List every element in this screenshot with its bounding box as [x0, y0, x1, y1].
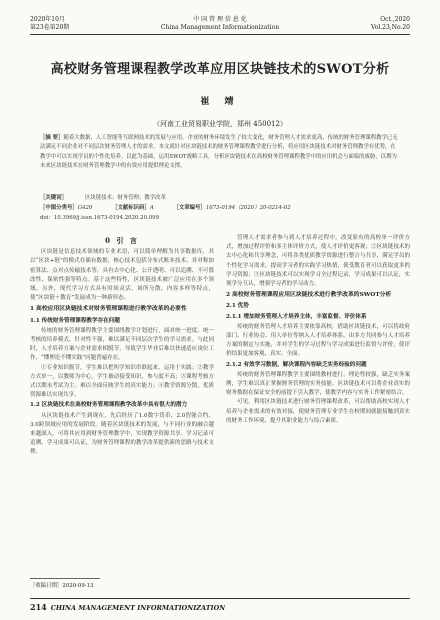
page-number: 214	[30, 602, 47, 612]
article-no-value: 1673-0194（2020）20-0214-02	[205, 205, 291, 211]
paragraph: 传统的财务管理课程教学主要围绕教学计划进行，面对统一进度、统一考核的培养模式，针对性不强，难以满足不同层次学生的学习需求。与此同时，人才培养方案与企业需求相脱节，导致学生毕业后难以快速适应岗位工作，“懂理论不懂实践”问题普遍存在。	[30, 327, 214, 362]
body-column-left	[30, 234, 214, 566]
header-date-en: Oct.,2020	[380, 16, 410, 23]
abstract	[40, 134, 400, 172]
header-issue: 第23卷第20期	[30, 24, 70, 31]
section-heading-2: 2 高校财务管理课程应用区块链技术进行教学改革的SWOT分析	[226, 292, 392, 299]
abstract-text: 随着大数据、人工智能等互联网技术的发展与应用，企业的财务环境发生了较大变化，财务管理人才需求更高，传统的财务管理课程教学已无法满足不同企业对不同层次财务管理人才的需求。本文就针对区块链技术的财务管理课程教学进行分析，将应用区块链技术对财务管理教学有优势，在教学中可以实现学员的个性化培养。以此为基础，运用SWOT战略工具，分析区块链技术在高校财务管理课程教学中的应用机会与面临的威胁，以期为未来区块链技术在财务管理教学中的有效应用提供理论支撑。	[40, 135, 398, 170]
keywords-label: ［关键词］	[40, 195, 67, 201]
clc-value: G420	[77, 205, 93, 211]
running-header	[30, 14, 410, 36]
doc-code-label: ［文献标识码］	[112, 205, 150, 211]
paragraph: 区块链是信息技术领域的专业术语，可以简单理解为共享数据库，其以“区块+链”的模式存储有数据，核心技术包括分布式账本技术、非对称加密算法、点对点传输技术等，具有去中心化、公开透明、可以追溯、不可篡改性、保密性强等特点。基于这些特性，区块链技术被广泛应用在多个领域。另外，现代学习方式具有时间灵活、场所分散、内容多样等特点，使“区块链＋教育”发展成为一种新形态。	[30, 249, 214, 302]
footer-journal: CHINA MANAGEMENT INFORMATIONIZATION	[50, 604, 226, 612]
doi: doi：10.3969/j.issn.1673-0194.2020.20.099	[40, 215, 160, 221]
paragraph: 传统的财务管理课程教学主要围绕教材进行，理论性较强，缺乏实务案例，学生难以真正掌握财务管理的实务技能。区块链技术可以将企业真实的财务数据在保证安全的前提下引入教学，使教学内容与实务工作紧密结合。	[226, 371, 410, 397]
keywords-text: 区块链技术；财务管理；教学改革	[84, 195, 166, 201]
keywords-row	[40, 193, 400, 203]
paragraph: 传统的财务管理人才培养主要依靠高校，借助区块链技术，可以将政府部门、行业协会、用人单位等纳入人才培养体系，由多方共同参与人才培养方案的制定与实施，并对学生的学习过程与学习成果进行监督与评价，使评价结果更加客观、真实、全面。	[226, 323, 410, 358]
article-meta	[40, 193, 400, 223]
clc-label: ［中图分类号］	[40, 205, 78, 211]
subsection-heading-2-1: 2.1 优势	[226, 303, 249, 310]
header-volume: Vol.23,No.20	[370, 24, 410, 31]
paragraph: 从区块链技术产生到现在，先后经历了1.0数字货币、2.0智能合约、3.0跨领域应用的发展阶段。随着区块链技术的发展，与不同行业的融合越来越深入，可将其应用到财务管理教学中，实现教学资源共享、学习记录可追溯、学习成果可认证，为财务管理课程的教学改革提供新的思路与技术支撑。	[30, 412, 214, 456]
journal-name-en: China Management Informationization	[160, 24, 280, 31]
header-date: 2020年10月	[30, 16, 65, 23]
received-value: 2020-09-13	[62, 583, 94, 589]
doc-code-value: A	[149, 205, 154, 211]
paragraph: 可见，利用区块链技术进行财务管理课程改革，可以帮助高校实现人才培养与企业需求的有效对接，使财务管理专业学生在校期间就能接触到真实的财务工作环境，提升其职业能力与综合素质。	[226, 399, 410, 424]
article-author: 崔 靖	[200, 97, 240, 107]
footer-rule	[30, 598, 410, 599]
paragraph: ①专业知识脱节，学生难以把所学知识串联起来，运用于实践；②教学方式单一，以教师为中心，学生被动接受知识，参与度不高；③课程考核方式以期末考试为主，难以全面反映学生的真实能力；④教学资源分散，优质资源难以实现共享。	[30, 364, 214, 399]
received-date	[30, 578, 214, 589]
journal-name-cn: 中 国 管 理 信 息 化	[193, 16, 247, 23]
abstract-label: ［摘 要］	[40, 135, 64, 141]
article-title: 高校财务管理课程教学改革应用区块链技术的SWOT分析	[50, 62, 390, 77]
classification-row	[40, 203, 400, 213]
received-label: ［收稿日期］	[30, 583, 63, 589]
header-rule	[30, 34, 410, 35]
article-no-label: ［文章编号］	[173, 205, 206, 211]
subsection-heading-2-1-2: 2.1.2 有效学习数据，解决课程内容缺乏实务经验的问题	[226, 361, 367, 368]
subsection-heading-1-1: 1.1 传统财务管理课程教学存在问题	[30, 317, 120, 324]
body-column-right	[226, 234, 410, 566]
section-heading-1: 1 高校应用区块链技术对财务管理课程进行教学改革的必要性	[30, 306, 187, 313]
footnote-rule	[30, 578, 100, 579]
author-affiliation: （河南工业贸易职业学院，郑州 450012）	[153, 120, 287, 128]
section-heading-intro: 0 引 言	[105, 236, 139, 245]
header-right	[371, 16, 410, 32]
paragraph: 管理人才需求者参与到人才培养过程中，改变原有的高校单一评价方式，增加过程评价和多主体评价方式，使人才评价更客观；②区块链技术的去中心化和共享理念，可将各类优质教学资源进行整合与共享，满足学员的个性化学习需求，提高学习者的实践学习热情，使受教育者可以获取更多的学习资源；③区块链技术可以实现学习全过程记录，学习成果可以认证，实现学分互认，增强学习者的学习动力。	[226, 235, 410, 288]
running-footer	[30, 598, 410, 612]
header-center	[30, 16, 410, 32]
subsection-heading-2-1-1: 2.1.1 增加财务管理人才培养主体，丰富监督、评价体系	[226, 313, 367, 320]
subsection-heading-1-2: 1.2 区块链技术在高校财务管理课程教学改革中具有很大的潜力	[30, 402, 188, 409]
